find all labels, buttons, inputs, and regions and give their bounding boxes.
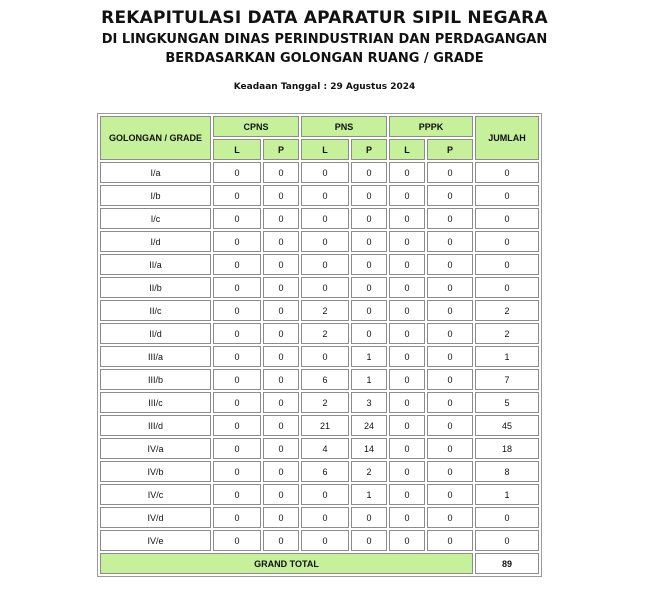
cell-pns-p: 1: [351, 369, 387, 390]
cell-pns-p: 0: [351, 185, 387, 206]
cell-jumlah: 0: [475, 254, 539, 275]
cell-grade: I/d: [100, 231, 211, 252]
cell-grade: II/a: [100, 254, 211, 275]
col-pns-header: PNS: [301, 116, 387, 137]
cell-pppk-l: 0: [389, 185, 425, 206]
table-row: [100, 346, 539, 367]
cell-cpns-l: 0: [213, 231, 261, 252]
cell-pppk-l: 0: [389, 369, 425, 390]
cell-cpns-p: 0: [263, 392, 299, 413]
cell-cpns-p: 0: [263, 254, 299, 275]
cell-pppk-l: 0: [389, 162, 425, 183]
cell-grade: IV/b: [100, 461, 211, 482]
cell-jumlah: 45: [475, 415, 539, 436]
cell-grade: IV/d: [100, 507, 211, 528]
col-golongan-header: GOLONGAN / GRADE: [100, 116, 211, 160]
cell-grade: IV/a: [100, 438, 211, 459]
cell-cpns-p: 0: [263, 346, 299, 367]
cpns-l-header: L: [213, 139, 261, 160]
cell-pns-p: 3: [351, 392, 387, 413]
cell-pppk-p: 0: [427, 323, 473, 344]
cell-pppk-l: 0: [389, 277, 425, 298]
cell-cpns-p: 0: [263, 277, 299, 298]
cell-pppk-l: 0: [389, 346, 425, 367]
table-row: [100, 254, 539, 275]
cell-grade: II/c: [100, 300, 211, 321]
table-row: [100, 484, 539, 505]
cell-cpns-p: 0: [263, 162, 299, 183]
table-row: [100, 461, 539, 482]
cell-pns-l: 0: [301, 484, 349, 505]
cell-pppk-p: 0: [427, 369, 473, 390]
cell-pns-l: 2: [301, 392, 349, 413]
cell-grade: I/c: [100, 208, 211, 229]
table-row: [100, 208, 539, 229]
table-row: [100, 185, 539, 206]
cell-jumlah: 0: [475, 162, 539, 183]
cell-jumlah: 2: [475, 323, 539, 344]
cell-grade: II/b: [100, 277, 211, 298]
cell-pns-l: 0: [301, 277, 349, 298]
cell-cpns-p: 0: [263, 369, 299, 390]
col-cpns-header: CPNS: [213, 116, 299, 137]
cell-jumlah: 0: [475, 277, 539, 298]
cell-pppk-p: 0: [427, 438, 473, 459]
cell-cpns-l: 0: [213, 438, 261, 459]
table-row: [100, 438, 539, 459]
pns-l-header: L: [301, 139, 349, 160]
cell-pns-l: 6: [301, 369, 349, 390]
cell-cpns-p: 0: [263, 185, 299, 206]
report-subtitle-basis: BERDASARKAN GOLONGAN RUANG / GRADE: [165, 51, 484, 66]
cell-pns-l: 0: [301, 208, 349, 229]
col-pppk-header: PPPK: [389, 116, 473, 137]
header-row-groups: [100, 116, 539, 137]
cell-pppk-p: 0: [427, 346, 473, 367]
cell-cpns-l: 0: [213, 162, 261, 183]
cell-grade: III/b: [100, 369, 211, 390]
cell-cpns-p: 0: [263, 484, 299, 505]
cell-pppk-l: 0: [389, 392, 425, 413]
cell-jumlah: 5: [475, 392, 539, 413]
report-date: Keadaan Tanggal : 29 Agustus 2024: [233, 82, 416, 92]
cell-pns-l: 0: [301, 254, 349, 275]
cell-pns-l: 0: [301, 346, 349, 367]
cell-grade: II/d: [100, 323, 211, 344]
table-row: [100, 507, 539, 528]
cell-jumlah: 1: [475, 484, 539, 505]
cell-pppk-l: 0: [389, 484, 425, 505]
cell-pppk-p: 0: [427, 208, 473, 229]
cell-pppk-l: 0: [389, 254, 425, 275]
cell-pns-l: 0: [301, 231, 349, 252]
cell-cpns-p: 0: [263, 208, 299, 229]
cell-pns-l: 0: [301, 530, 349, 551]
cell-cpns-p: 0: [263, 530, 299, 551]
cell-grade: I/b: [100, 185, 211, 206]
cell-pns-p: 1: [351, 346, 387, 367]
cell-jumlah: 1: [475, 346, 539, 367]
pns-p-header: P: [351, 139, 387, 160]
cell-jumlah: 0: [475, 185, 539, 206]
cell-pppk-l: 0: [389, 530, 425, 551]
cell-pppk-p: 0: [427, 530, 473, 551]
cell-pns-p: 0: [351, 507, 387, 528]
cell-cpns-p: 0: [263, 231, 299, 252]
cell-cpns-l: 0: [213, 300, 261, 321]
cell-pns-l: 0: [301, 162, 349, 183]
cell-cpns-l: 0: [213, 415, 261, 436]
cell-jumlah: 7: [475, 369, 539, 390]
cell-pns-l: 0: [301, 507, 349, 528]
cell-pppk-p: 0: [427, 484, 473, 505]
table-row: [100, 300, 539, 321]
cpns-p-header: P: [263, 139, 299, 160]
table-row: [100, 369, 539, 390]
cell-cpns-l: 0: [213, 461, 261, 482]
cell-cpns-l: 0: [213, 369, 261, 390]
cell-cpns-p: 0: [263, 300, 299, 321]
cell-cpns-l: 0: [213, 484, 261, 505]
cell-cpns-p: 0: [263, 461, 299, 482]
cell-jumlah: 2: [475, 300, 539, 321]
cell-pns-l: 6: [301, 461, 349, 482]
cell-pppk-p: 0: [427, 300, 473, 321]
cell-pns-p: 1: [351, 484, 387, 505]
cell-cpns-p: 0: [263, 507, 299, 528]
cell-pns-p: 0: [351, 162, 387, 183]
col-jumlah-header: JUMLAH: [475, 116, 539, 160]
pppk-p-header: P: [427, 139, 473, 160]
cell-cpns-p: 0: [263, 438, 299, 459]
cell-pppk-l: 0: [389, 438, 425, 459]
table-row: [100, 162, 539, 183]
cell-grade: I/a: [100, 162, 211, 183]
cell-pns-p: 0: [351, 254, 387, 275]
cell-cpns-l: 0: [213, 254, 261, 275]
pppk-l-header: L: [389, 139, 425, 160]
cell-pns-p: 0: [351, 530, 387, 551]
cell-pppk-p: 0: [427, 507, 473, 528]
cell-grade: III/c: [100, 392, 211, 413]
cell-cpns-l: 0: [213, 392, 261, 413]
cell-cpns-l: 0: [213, 208, 261, 229]
table-row: [100, 231, 539, 252]
cell-pppk-l: 0: [389, 208, 425, 229]
cell-cpns-l: 0: [213, 530, 261, 551]
cell-pns-p: 0: [351, 300, 387, 321]
cell-pppk-p: 0: [427, 162, 473, 183]
cell-pppk-p: 0: [427, 415, 473, 436]
cell-jumlah: 0: [475, 231, 539, 252]
cell-jumlah: 8: [475, 461, 539, 482]
table-row: [100, 530, 539, 551]
cell-pns-p: 0: [351, 277, 387, 298]
cell-cpns-l: 0: [213, 277, 261, 298]
cell-jumlah: 0: [475, 208, 539, 229]
cell-pns-l: 0: [301, 185, 349, 206]
table-row: [100, 392, 539, 413]
grand-total-row: [100, 553, 539, 574]
cell-pppk-l: 0: [389, 323, 425, 344]
cell-pppk-p: 0: [427, 461, 473, 482]
cell-pppk-p: 0: [427, 231, 473, 252]
cell-cpns-l: 0: [213, 346, 261, 367]
cell-cpns-l: 0: [213, 507, 261, 528]
cell-jumlah: 0: [475, 507, 539, 528]
cell-jumlah: 0: [475, 530, 539, 551]
cell-cpns-p: 0: [263, 323, 299, 344]
cell-pppk-l: 0: [389, 231, 425, 252]
cell-pppk-l: 0: [389, 461, 425, 482]
table-body: [100, 162, 539, 551]
cell-pns-p: 0: [351, 231, 387, 252]
cell-jumlah: 18: [475, 438, 539, 459]
table-row: [100, 277, 539, 298]
grand-total-label: GRAND TOTAL: [100, 553, 473, 574]
cell-pppk-l: 0: [389, 415, 425, 436]
cell-cpns-l: 0: [213, 323, 261, 344]
cell-grade: III/d: [100, 415, 211, 436]
cell-pns-l: 21: [301, 415, 349, 436]
cell-grade: III/a: [100, 346, 211, 367]
table-row: [100, 323, 539, 344]
cell-grade: IV/c: [100, 484, 211, 505]
report-subtitle-agency: DI LINGKUNGAN DINAS PERINDUSTRIAN DAN PERDAGANGAN: [101, 32, 548, 47]
grand-total-value: 89: [475, 553, 539, 574]
cell-pppk-p: 0: [427, 185, 473, 206]
cell-pns-p: 0: [351, 208, 387, 229]
table-row: [100, 415, 539, 436]
asn-recap-table: [97, 113, 542, 577]
cell-pppk-p: 0: [427, 277, 473, 298]
cell-pns-l: 2: [301, 323, 349, 344]
cell-pns-p: 0: [351, 323, 387, 344]
cell-cpns-l: 0: [213, 185, 261, 206]
cell-pns-l: 2: [301, 300, 349, 321]
cell-pns-p: 24: [351, 415, 387, 436]
cell-pns-p: 2: [351, 461, 387, 482]
cell-pppk-p: 0: [427, 254, 473, 275]
cell-pppk-p: 0: [427, 392, 473, 413]
cell-pns-l: 4: [301, 438, 349, 459]
cell-pns-p: 14: [351, 438, 387, 459]
cell-pppk-l: 0: [389, 507, 425, 528]
cell-pppk-l: 0: [389, 300, 425, 321]
cell-grade: IV/e: [100, 530, 211, 551]
cell-cpns-p: 0: [263, 415, 299, 436]
report-title: REKAPITULASI DATA APARATUR SIPIL NEGARA: [101, 8, 548, 28]
